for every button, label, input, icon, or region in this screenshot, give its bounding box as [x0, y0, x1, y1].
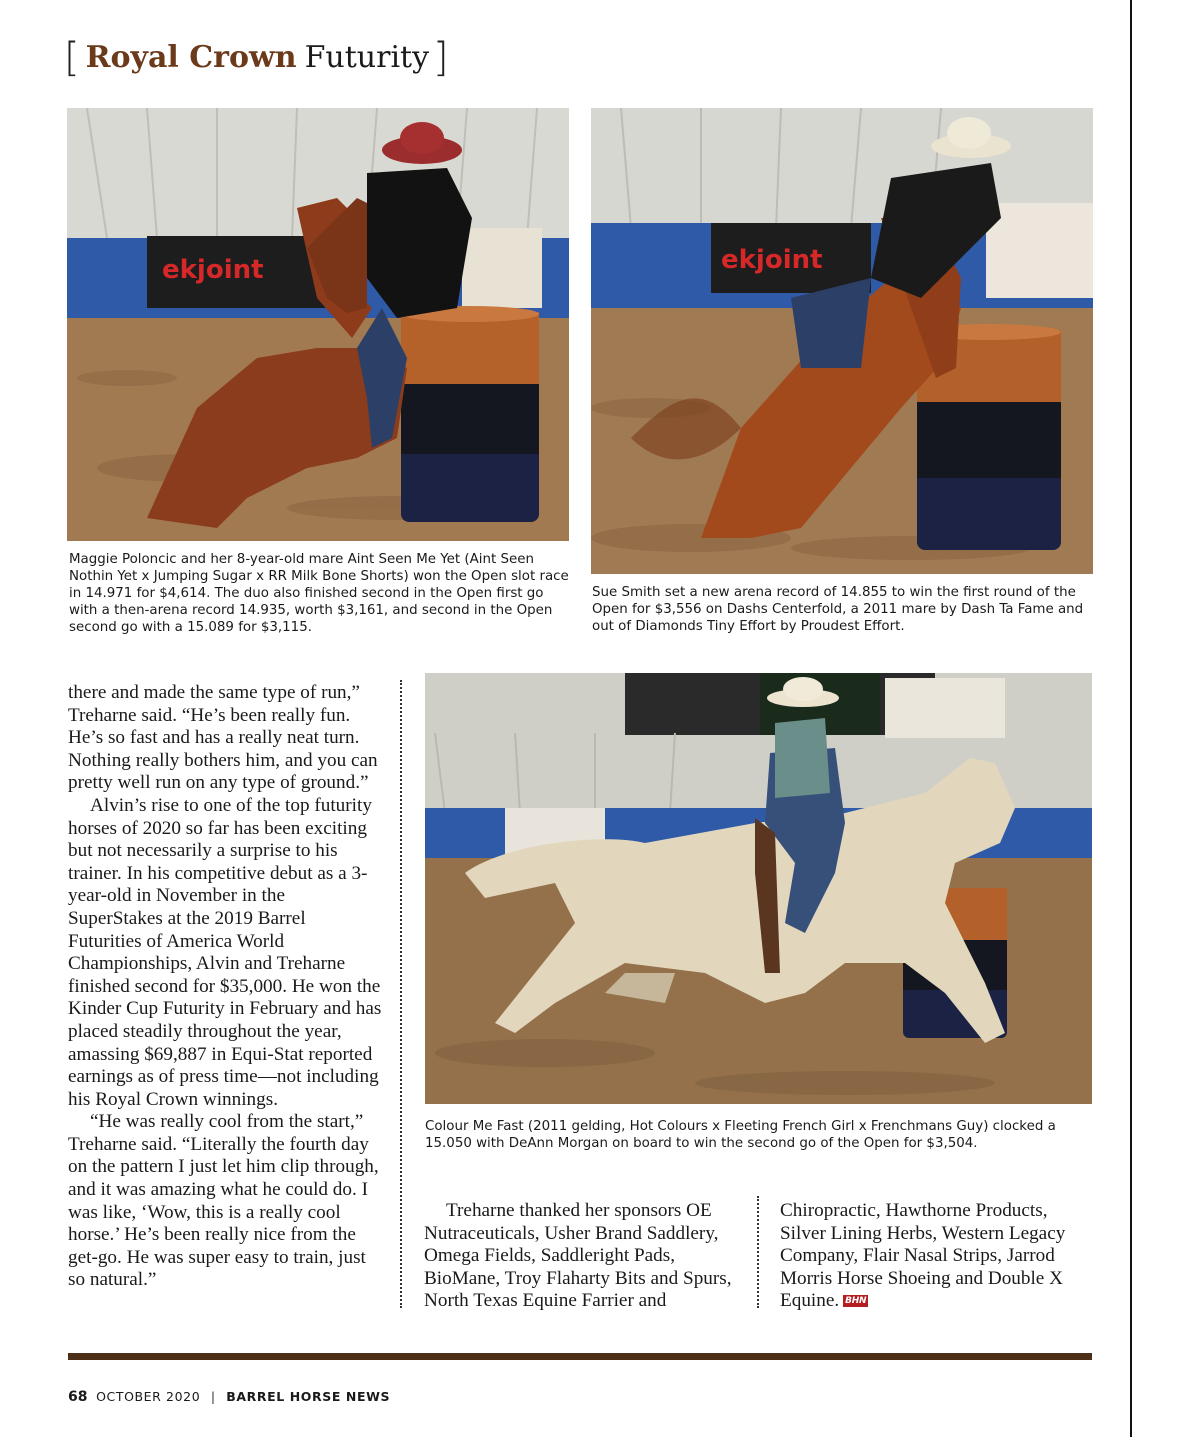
photo-caption-1: Maggie Poloncic and her 8-year-old mare Aint Seen Me Yet (Aint Seen Nothin Yet x Jumping Sugar x RR Milk Bone Shorts) won the Open slot race in 14.971 for $4,614. The duo also finished second in the Open first go with a then-arena record 14.935, worth $3,161, and second in the Open second go with a 15.089 for $3,115. [69, 552, 569, 635]
magazine-name: BARREL HORSE NEWS [226, 1389, 391, 1404]
photo-caption-3: Colour Me Fast (2011 gelding, Hot Colours x Fleeting French Girl x Frenchmans Guy) clocked a 15.050 with DeAnn Morgan on board to win the second go of the Open for $3,504. [425, 1119, 1056, 1151]
body-paragraph: there and made the same type of run,” Treharne said. “He’s been really fun. He’s so fast and has a really neat turn. Nothing really bothers him, and you can pretty well run on any type of ground.” [68, 682, 378, 794]
rodeo-photo-illustration [425, 673, 1092, 1104]
svg-text:ekjoint: ekjoint [721, 245, 823, 275]
rodeo-photo-illustration [591, 108, 1093, 574]
body-column-2 [424, 1200, 734, 1313]
body-paragraph: Alvin’s rise to one of the top futurity horses of 2020 so far has been exciting but not necessarily a surprise to his trainer. In his competitive debut as a 3-year-old in November in the SuperStakes at the 2019 Barrel Futurities of America World Championships, Alvin and Treharne finished second for $35,000. He won the Kinder Cup Futurity in February and has placed steadily throughout the year, amassing $69,887 in Equi-Stat reported earnings as of press time—not including his Royal Crown winnings. [68, 794, 382, 1110]
header-section: Futurity [304, 40, 430, 75]
page-number: 68 [68, 1389, 88, 1405]
photo-maggie-poloncic [67, 108, 569, 541]
footer-separator: | [210, 1389, 216, 1404]
bhn-end-mark: BHN [845, 1296, 867, 1307]
page-edge-rule [1130, 0, 1132, 1437]
body-paragraph [780, 1200, 1090, 1313]
issue-date: OCTOBER 2020 [96, 1389, 201, 1404]
column-divider [757, 1196, 759, 1308]
body-column-1 [68, 682, 382, 1292]
photo-caption-2: Sue Smith set a new arena record of 14.855 to win the first round of the Open for $3,556 on Dashs Centerfold, a 2011 mare by Dash Ta Fame and out of Diamonds Tiny Effort by Proudest Effort. [592, 585, 1084, 634]
close-bracket: ] [433, 35, 449, 81]
body-paragraph-text: Chiropractic, Hawthorne Products, Silver Lining Herbs, Western Legacy Company, Flair Nasal Strips, Jarrod Morris Horse Shoeing and Double X Equine. [780, 1200, 1066, 1312]
body-column-3 [780, 1200, 1090, 1313]
header-brand: Royal Crown [85, 40, 297, 75]
page-footer [68, 1388, 390, 1406]
body-paragraph: Treharne thanked her sponsors OE Nutraceuticals, Usher Brand Saddlery, Omega Fields, Saddleright Pads, BioMane, Troy Flaharty Bits and Spurs, North Texas Equine Farrier and [424, 1200, 732, 1312]
photo-colour-me-fast [425, 673, 1092, 1104]
photo-sue-smith [591, 108, 1093, 574]
rodeo-photo-illustration [67, 108, 569, 541]
svg-text:ekjoint: ekjoint [162, 255, 264, 285]
body-paragraph: “He was really cool from the start,” Treharne said. “Literally the fourth day on the pattern I just let him clip through, and it was amazing what he could do. I was like, ‘Wow, this is a really cool horse.’ He’s been really nice from the get-go. He was super easy to train, just so natural.” [68, 1111, 379, 1291]
section-header [64, 35, 449, 81]
bottom-rule [68, 1353, 1092, 1360]
column-divider [400, 680, 402, 1308]
open-bracket: [ [64, 35, 80, 81]
